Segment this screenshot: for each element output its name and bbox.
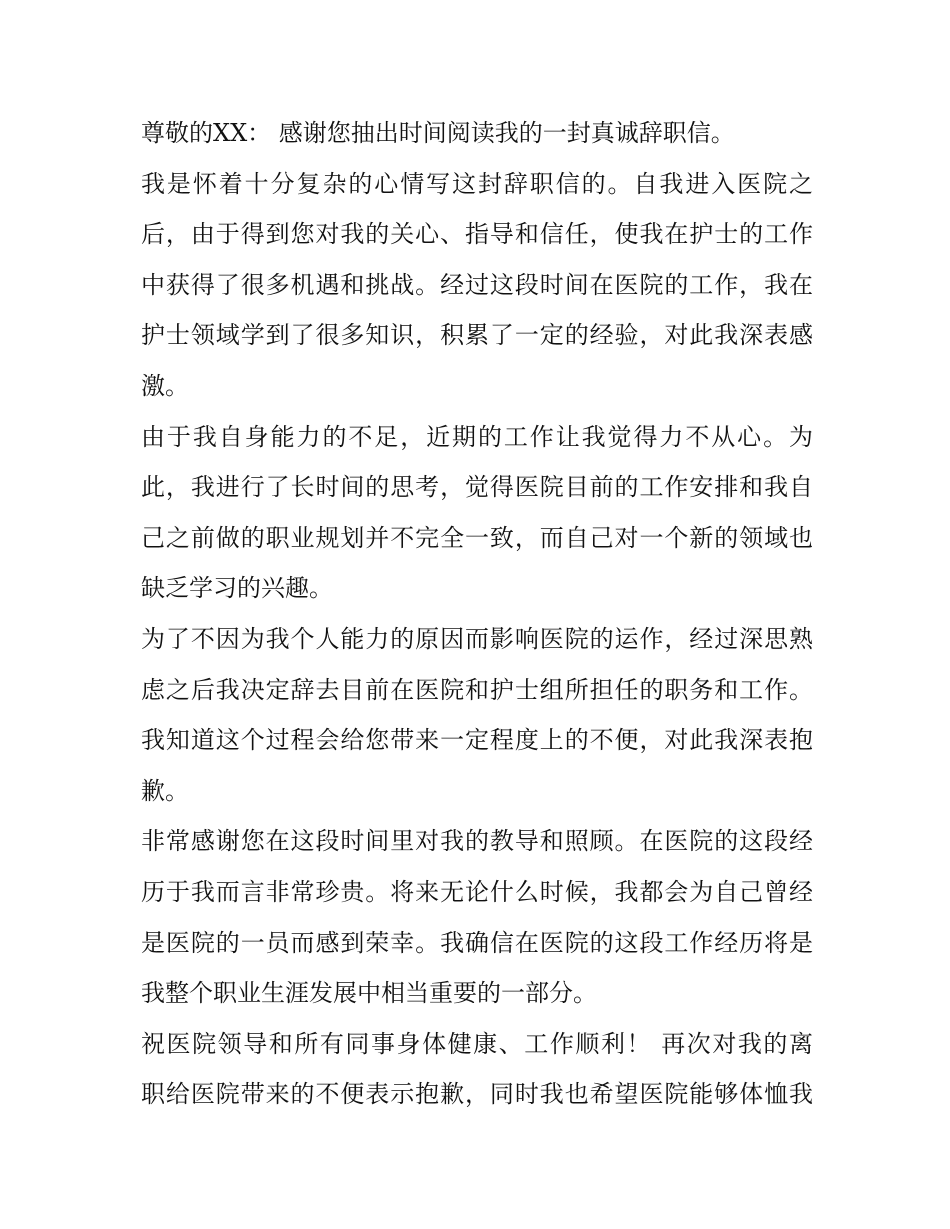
text-line: 为了不因为我个人能力的原因而影响医院的运作，经过深思熟: [141, 624, 813, 653]
text-line: 我是怀着十分复杂的心情写这封辞职信的。自我进入医院之: [141, 169, 813, 198]
text-line: 非常感谢您在这段时间里对我的教导和照顾。在医院的这段经: [141, 827, 813, 856]
text-line: 中获得了很多机遇和挑战。经过这段时间在医院的工作，我在: [141, 270, 813, 299]
text-line: 祝医院领导和所有同事身体健康、工作顺利！ 再次对我的离: [141, 1029, 813, 1058]
resignation-letter-body: [141, 108, 813, 1120]
text-line: 尊敬的XX： 感谢您抽出时间阅读我的一封真诚辞职信。: [141, 119, 735, 147]
text-line: 己之前做的职业规划并不完全一致，而自己对一个新的领域也: [141, 523, 813, 552]
text-line: 歉。: [141, 776, 189, 805]
text-line: 虑之后我决定辞去目前在医院和护士组所担任的职务和工作。: [141, 675, 813, 704]
text-line: 职给医院带来的不便表示抱歉，同时我也希望医院能够体恤我: [141, 1080, 813, 1109]
text-line: 是医院的一员而感到荣幸。我确信在医院的这段工作经历将是: [141, 928, 813, 957]
text-line: 护士领域学到了很多知识，积累了一定的经验，对此我深表感: [141, 321, 813, 350]
text-line: 由于我自身能力的不足，近期的工作让我觉得力不从心。为: [141, 422, 813, 451]
text-line: 缺乏学习的兴趣。: [141, 574, 333, 603]
text-line: 此，我进行了长时间的思考，觉得医院目前的工作安排和我自: [141, 473, 813, 502]
text-line: 历于我而言非常珍贵。将来无论什么时候，我都会为自己曾经: [141, 877, 813, 906]
text-line: 我整个职业生涯发展中相当重要的一部分。: [141, 979, 597, 1008]
text-line: 后，由于得到您对我的关心、指导和信任，使我在护士的工作: [141, 220, 813, 249]
text-line: 激。: [141, 371, 189, 400]
text-line: 我知道这个过程会给您带来一定程度上的不便，对此我深表抱: [141, 726, 813, 755]
